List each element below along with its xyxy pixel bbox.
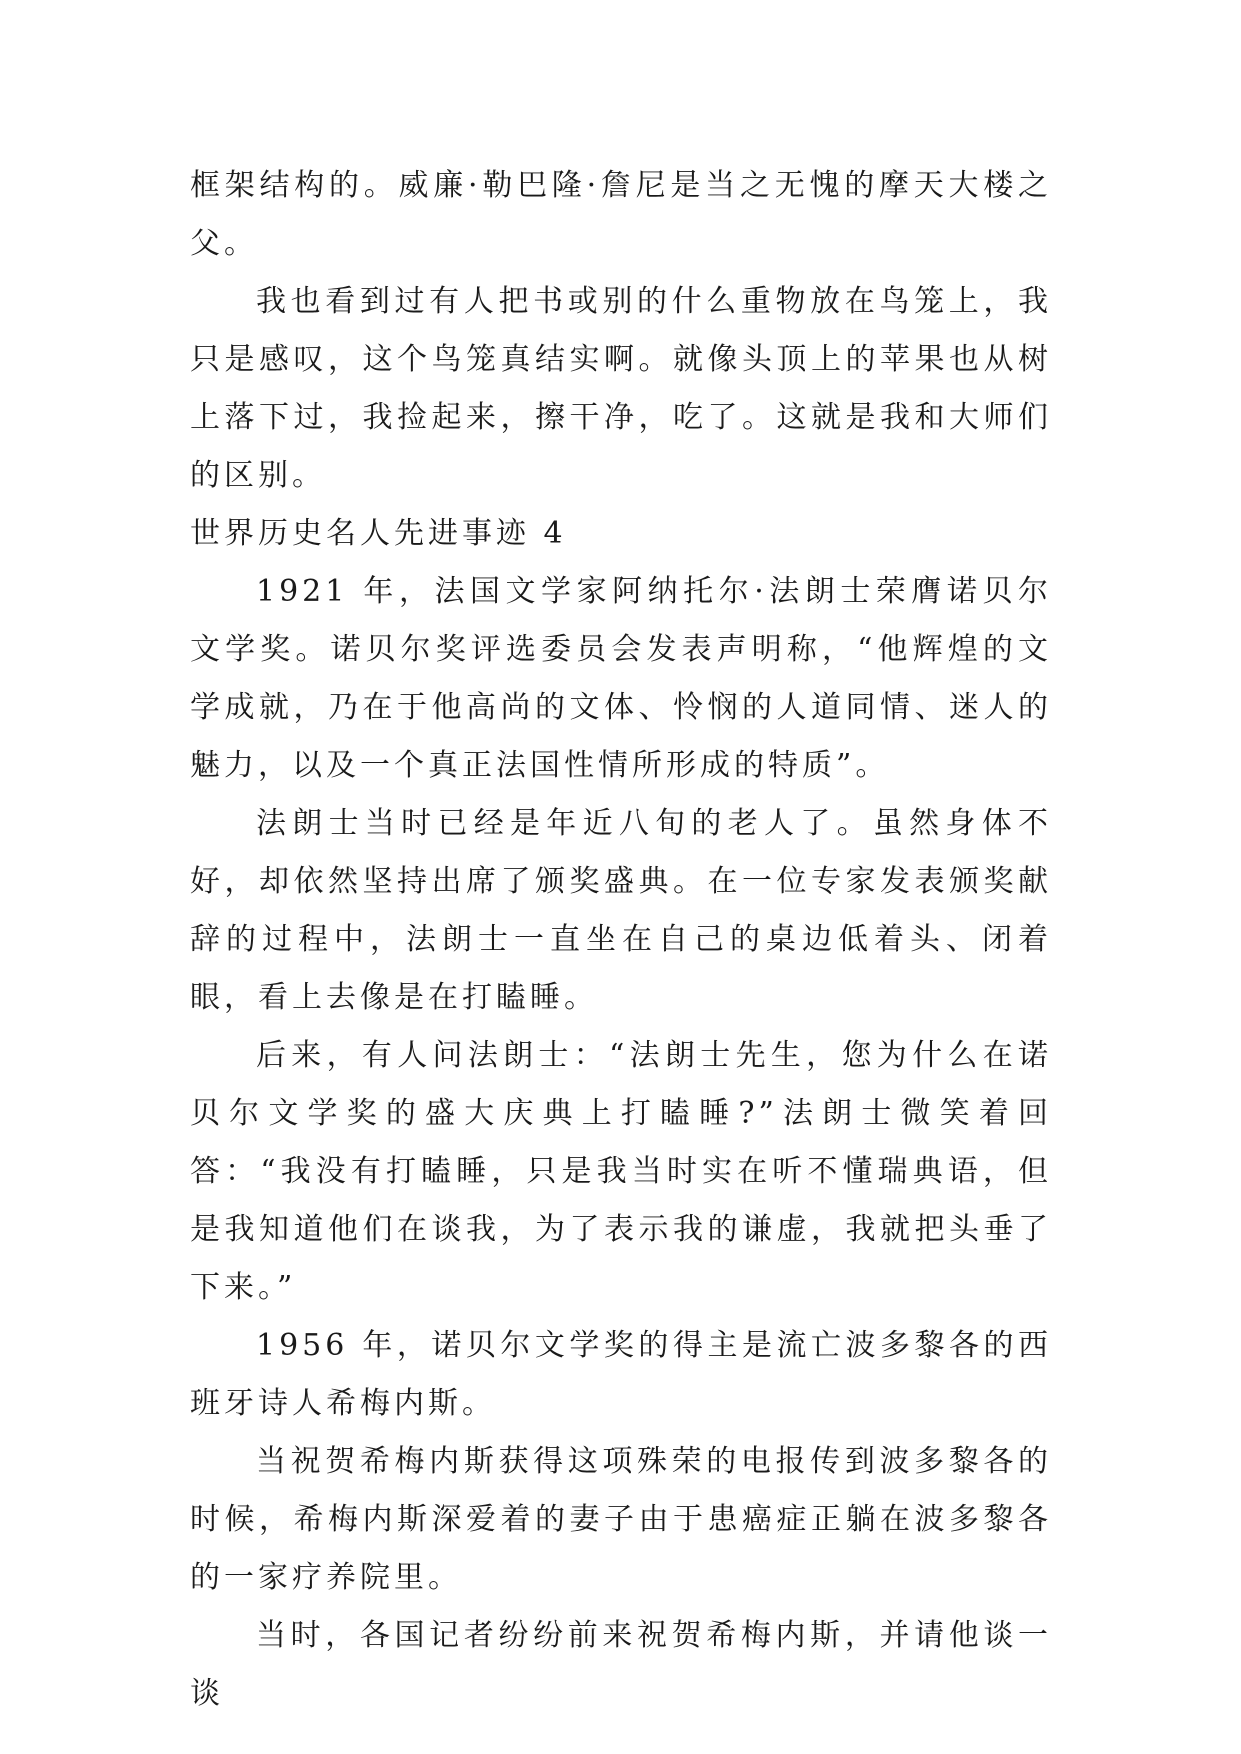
document-body	[190, 157, 1052, 1723]
paragraph-1956-nobel: 1956 年，诺贝尔文学奖的得主是流亡波多黎各的西班牙诗人希梅内斯。	[190, 1328, 1052, 1421]
paragraph-france-answer: 后来，有人问法朗士：“法朗士先生，您为什么在诺贝尔文学奖的盛大庆典上打瞌睡?”法朗士微笑着回答：“我没有打瞌睡，只是我当时实在听不懂瑞典语，但是我知道他们在谈我，为了表示我的谦虚，我就把头垂了下来。”	[190, 1038, 1052, 1305]
paragraph-continuation: 框架结构的。威廉·勒巴隆·詹尼是当之无愧的摩天大楼之父。	[190, 168, 1052, 261]
section-heading: 世界历史名人先进事迹 4	[190, 516, 567, 551]
paragraph-reporters: 当时，各国记者纷纷前来祝贺希梅内斯，并请他谈一谈	[190, 1618, 1052, 1711]
paragraph-birdcage: 我也看到过有人把书或别的什么重物放在鸟笼上，我只是感叹，这个鸟笼真结实啊。就像头顶上的苹果也从树上落下过，我捡起来，擦干净，吃了。这就是我和大师们的区别。	[190, 284, 1052, 493]
paragraph-telegram: 当祝贺希梅内斯获得这项殊荣的电报传到波多黎各的时候，希梅内斯深爱着的妻子由于患癌症正躺在波多黎各的一家疗养院里。	[190, 1444, 1052, 1595]
paragraph-1921-nobel: 1921 年，法国文学家阿纳托尔·法朗士荣膺诺贝尔文学奖。诺贝尔奖评选委员会发表声明称，“他辉煌的文学成就，乃在于他高尚的文体、怜悯的人道同情、迷人的魅力，以及一个真正法国性情所形成的特质”。	[190, 574, 1052, 783]
paragraph-france-ceremony: 法朗士当时已经是年近八旬的老人了。虽然身体不好，却依然坚持出席了颁奖盛典。在一位专家发表颁奖献辞的过程中，法朗士一直坐在自己的桌边低着头、闭着眼，看上去像是在打瞌睡。	[190, 806, 1052, 1015]
